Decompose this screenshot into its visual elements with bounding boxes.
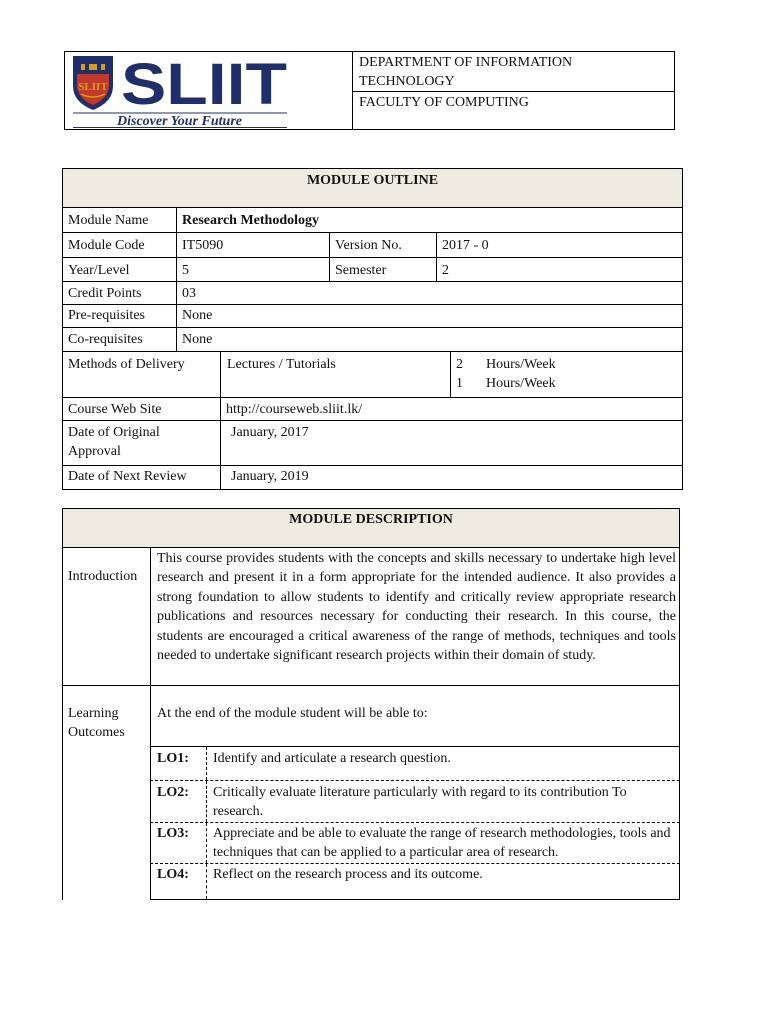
version-value: 2017 - 0 (436, 233, 682, 257)
intro-label: Introduction (68, 569, 138, 584)
intro-text: This course provides students with the concepts and skills necessary to undertake high level research and present it in a form appropriate for the intended audience. It also provides a strong foundation to allow students to identify and critically review appropriate research publications and resources necessary for conducting their research. In this course, the students are encouraged a critical awareness of the range of methods, techniques and tools needed to undertake significant research projects within their domain of study. (150, 547, 680, 686)
lo-text: Appreciate and be able to evaluate the range of research methodologies, tools and techniques that can be applied to a particular area of research. (206, 823, 679, 863)
delivery-hours-line: 2 Hours/Week (456, 357, 556, 372)
outline-title-row (63, 168, 682, 208)
delivery-hours-line: 1 Hours/Week (456, 376, 556, 391)
sliit-logo (65, 52, 353, 129)
description-title: MODULE DESCRIPTION (62, 508, 680, 548)
department-cell: DEPARTMENT OF INFORMATION TECHNOLOGY (353, 52, 674, 92)
lo-text: Identify and articulate a research question. (206, 747, 679, 780)
semester-label: Semester (329, 258, 436, 281)
logo-tagline: Discover Your Future (117, 114, 242, 129)
lo-code: LO1: (157, 751, 189, 766)
module-code-row (63, 233, 682, 258)
lo-code: LO2: (157, 785, 189, 800)
review-row (63, 466, 682, 490)
header-table (64, 51, 675, 130)
intro-label-cell (62, 547, 150, 686)
credit-value: 03 (176, 282, 682, 304)
outline-title: MODULE OUTLINE (306, 173, 439, 188)
approval-value: January, 2017 (220, 421, 682, 465)
faculty-cell: FACULTY OF COMPUTING (359, 95, 529, 110)
lo-code: LO4: (157, 867, 189, 882)
lo-text: Reflect on the research process and its outcome. (206, 864, 679, 899)
lo-label-cell (62, 686, 150, 900)
website-label: Course Web Site (68, 402, 162, 417)
module-code-value: IT5090 (176, 233, 329, 257)
coreq-label: Co-requisites (68, 332, 143, 347)
website-row (63, 398, 682, 421)
logo-wordmark: SLIIT (121, 52, 287, 117)
website-link[interactable]: http://courseweb.sliit.lk/ (220, 398, 682, 420)
year-row (63, 258, 682, 282)
delivery-hours (450, 352, 682, 397)
lo-row (150, 823, 680, 864)
lo-code: LO3: (157, 826, 189, 841)
delivery-row (63, 352, 682, 398)
lo-row (150, 864, 680, 900)
prereq-label: Pre-requisites (68, 308, 145, 323)
prereq-row (63, 305, 682, 328)
credit-label: Credit Points (68, 286, 142, 301)
module-description-table (62, 508, 680, 900)
module-name-value: Research Methodology (176, 208, 682, 232)
delivery-method: Lectures / Tutorials (220, 352, 450, 397)
crest-text: SLIIT (78, 81, 108, 93)
version-label: Version No. (329, 233, 436, 257)
credit-row (63, 282, 682, 305)
lo-label: Learning Outcomes (68, 706, 125, 740)
lo-row (150, 747, 680, 781)
prereq-value: None (176, 305, 682, 327)
delivery-label: Methods of Delivery (68, 357, 185, 372)
year-label: Year/Level (68, 263, 130, 278)
module-name-row (63, 208, 682, 233)
lo-text: Critically evaluate literature particularly with regard to its contribution To research. (206, 781, 679, 822)
logo-cell (65, 52, 353, 129)
coreq-row (63, 328, 682, 352)
lo-intro: At the end of the module student will be able to: (150, 686, 680, 747)
review-label: Date of Next Review (68, 469, 187, 484)
module-code-label: Module Code (68, 238, 145, 253)
approval-row (63, 421, 682, 466)
crest-icon (73, 56, 113, 110)
module-outline-table (62, 168, 683, 490)
lo-row (150, 781, 680, 823)
approval-label: Date of Original Approval (68, 425, 160, 459)
module-name-label: Module Name (68, 213, 149, 228)
coreq-value: None (176, 328, 682, 351)
review-value: January, 2019 (220, 466, 682, 489)
year-value: 5 (176, 258, 329, 281)
semester-value: 2 (436, 258, 682, 281)
